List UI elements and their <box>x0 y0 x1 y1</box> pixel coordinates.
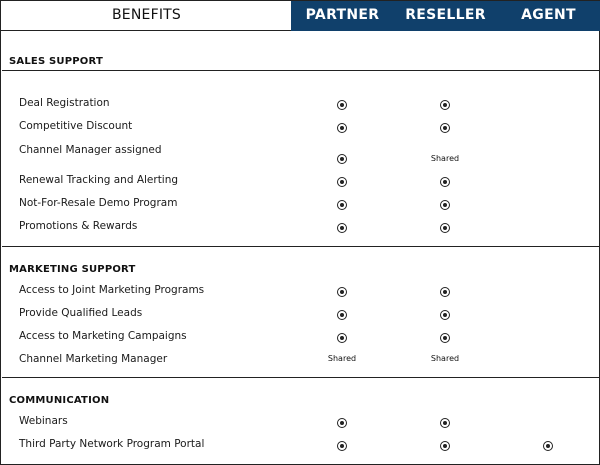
reseller-column-header: RESELLER <box>394 1 497 31</box>
section-rule <box>2 377 600 378</box>
table-header <box>1 1 600 31</box>
row-label-nfr-demo: Not-For-Resale Demo Program <box>19 197 178 209</box>
row-label-channel-marketing-manager: Channel Marketing Manager <box>19 353 168 365</box>
row-label-marketing-campaigns: Access to Marketing Campaigns <box>19 330 187 342</box>
radio-dot-icon <box>336 417 348 429</box>
section-rule <box>2 246 600 247</box>
shared-label: Shared <box>430 354 460 363</box>
row-label-renewal-tracking: Renewal Tracking and Alerting <box>19 174 179 186</box>
radio-dot-icon <box>439 199 451 211</box>
radio-dot-icon <box>336 332 348 344</box>
radio-dot-icon <box>336 309 348 321</box>
radio-dot-icon <box>439 122 451 134</box>
row-label-joint-marketing: Access to Joint Marketing Programs <box>19 284 205 296</box>
radio-dot-icon <box>439 440 451 452</box>
row-label-webinars: Webinars <box>19 415 68 427</box>
row-label-qualified-leads: Provide Qualified Leads <box>19 307 143 319</box>
radio-dot-icon <box>439 309 451 321</box>
radio-dot-icon <box>439 99 451 111</box>
radio-dot-icon <box>336 122 348 134</box>
radio-dot-icon <box>336 440 348 452</box>
radio-dot-icon <box>336 222 348 234</box>
row-label-channel-manager: Channel Manager assigned <box>19 144 162 156</box>
radio-dot-icon <box>439 222 451 234</box>
row-label-promotions: Promotions & Rewards <box>19 220 138 232</box>
row-label-deal-registration: Deal Registration <box>19 97 110 109</box>
radio-dot-icon <box>336 176 348 188</box>
row-label-competitive-discount: Competitive Discount <box>19 120 133 132</box>
radio-dot-icon <box>336 286 348 298</box>
radio-dot-icon <box>439 176 451 188</box>
radio-dot-icon <box>439 332 451 344</box>
radio-dot-icon <box>542 440 554 452</box>
section-title-sales-support: SALES SUPPORT <box>9 56 103 67</box>
radio-dot-icon <box>336 199 348 211</box>
agent-column-header: AGENT <box>497 1 600 31</box>
row-label-third-party-portal: Third Party Network Program Portal <box>19 438 205 450</box>
partner-column-header: PARTNER <box>291 1 394 31</box>
shared-label: Shared <box>430 154 460 163</box>
shared-label: Shared <box>327 354 357 363</box>
header-divider <box>1 30 291 31</box>
radio-dot-icon <box>439 417 451 429</box>
section-title-marketing-support: MARKETING SUPPORT <box>9 264 136 275</box>
radio-dot-icon <box>336 153 348 165</box>
section-rule <box>2 70 600 71</box>
benefits-column-header: BENEFITS <box>112 7 181 23</box>
radio-dot-icon <box>336 99 348 111</box>
radio-dot-icon <box>439 286 451 298</box>
section-title-communication: COMMUNICATION <box>9 395 110 406</box>
